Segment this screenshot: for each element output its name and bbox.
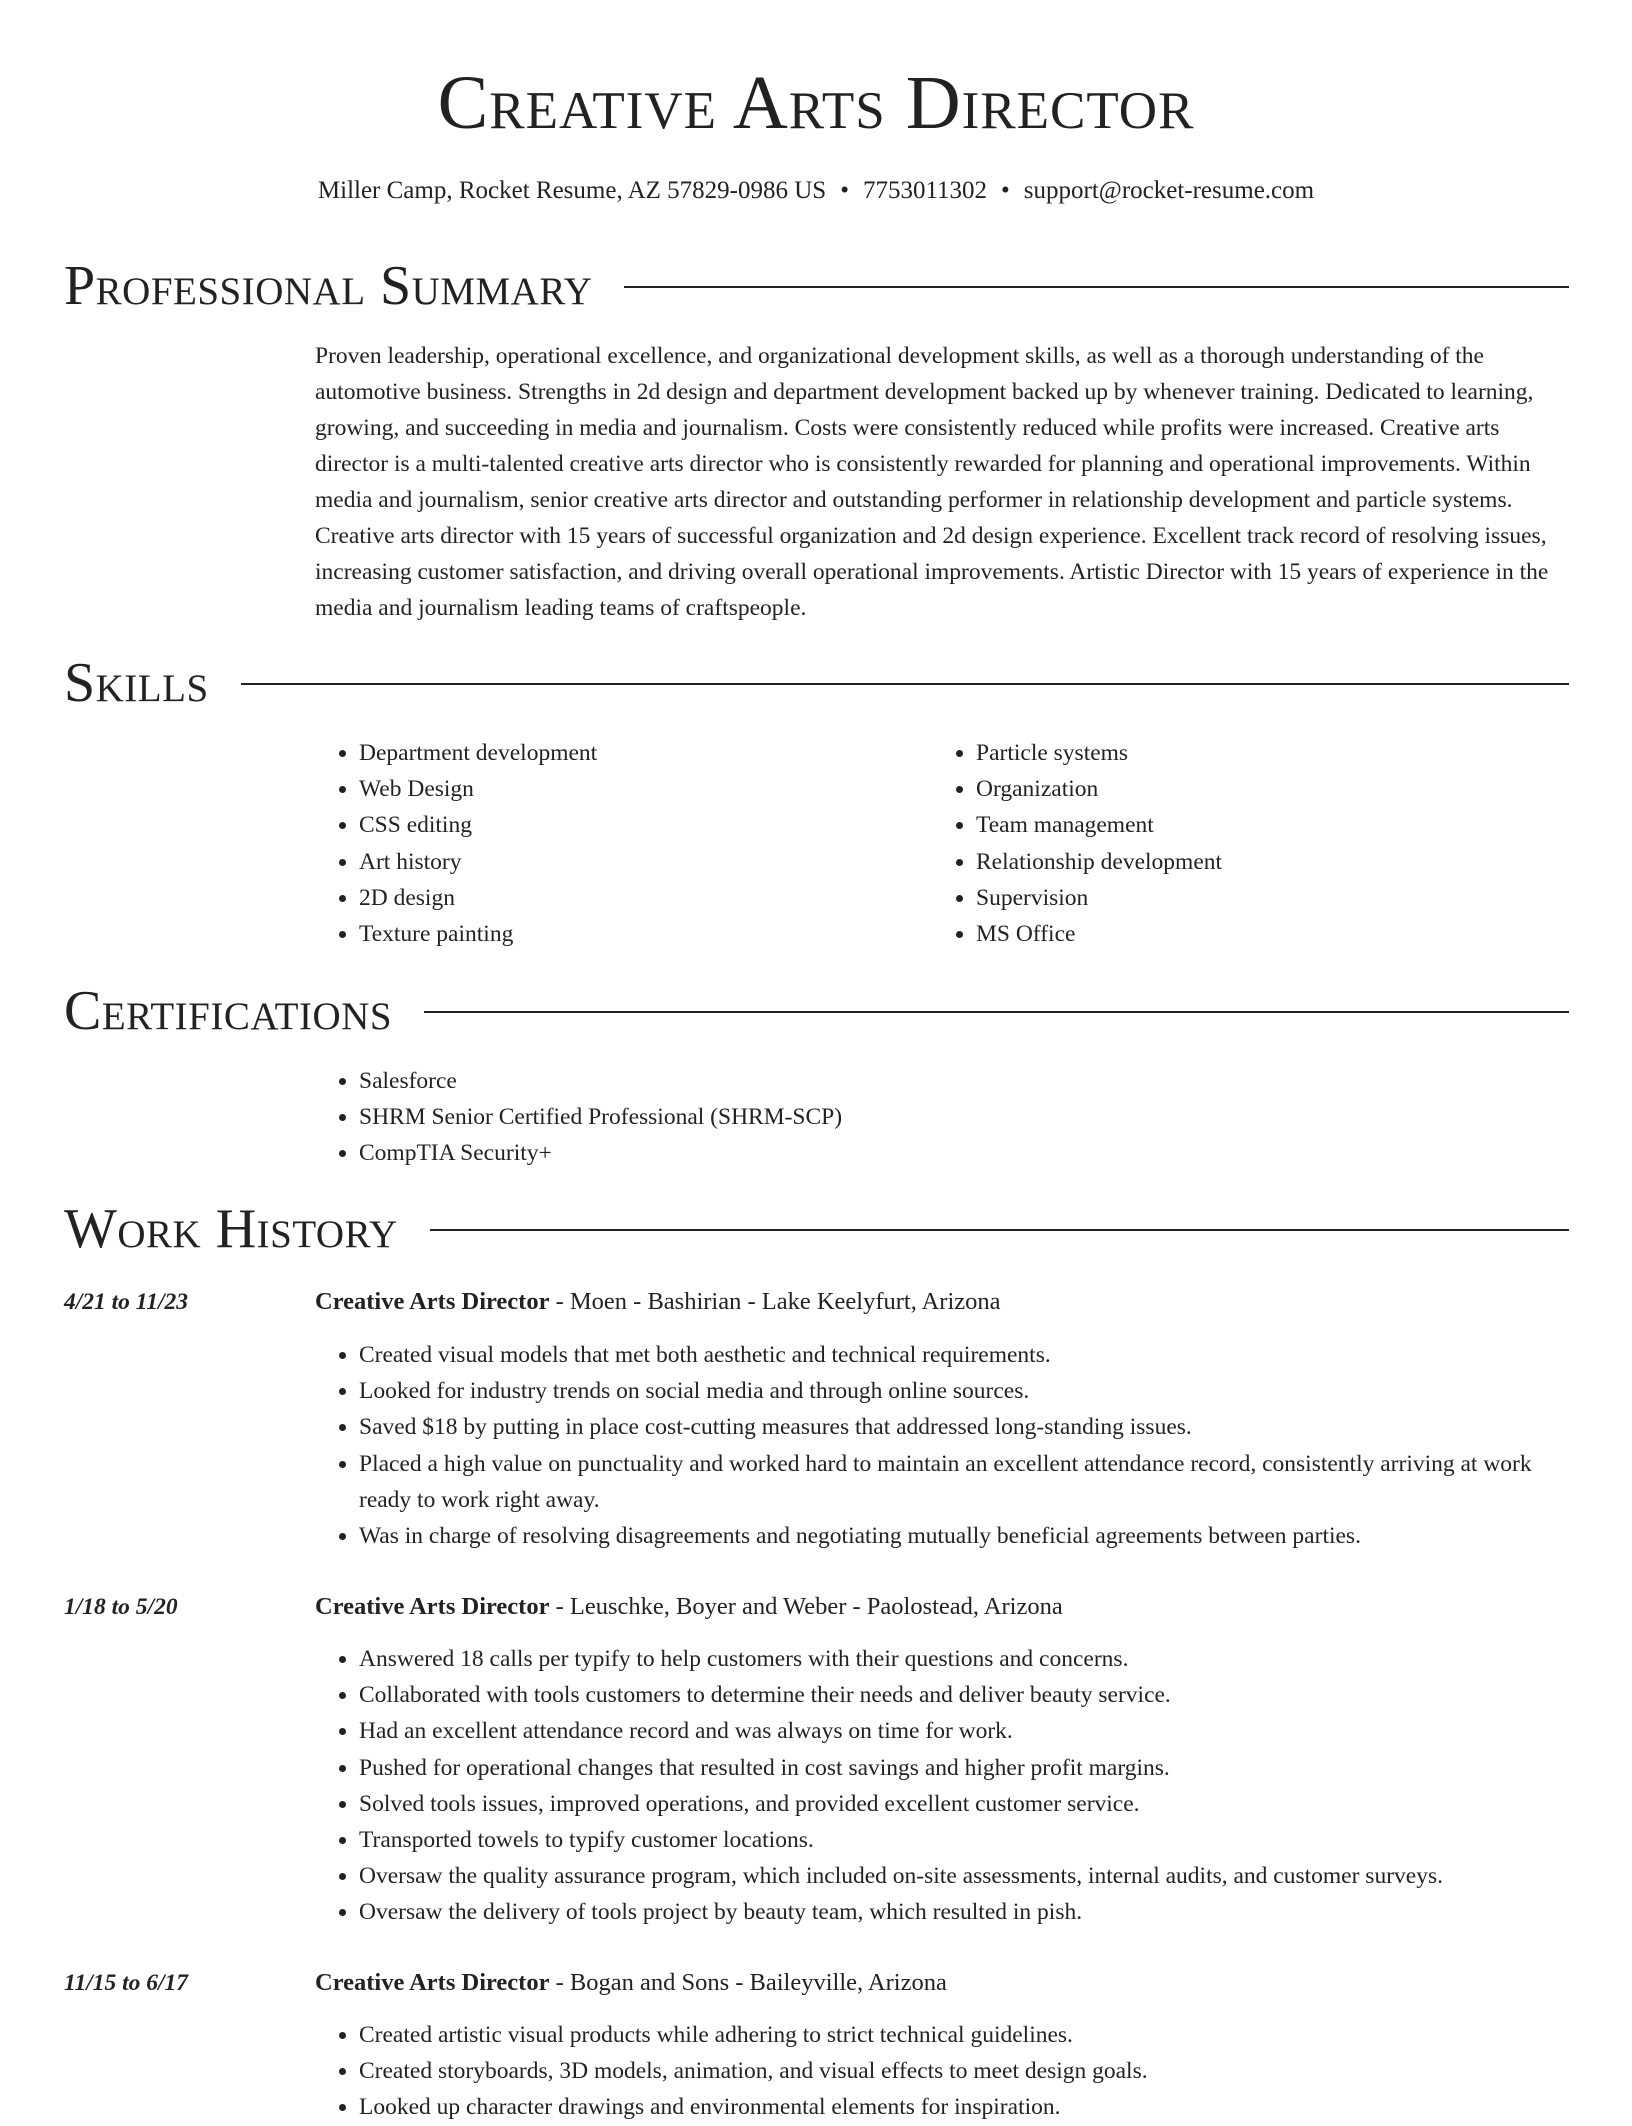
job-bullets-wrap — [315, 2017, 1570, 2126]
job-details: - Leuschke, Boyer and Weber - Paolostead, Arizona — [549, 1593, 1063, 1620]
skill-item: • Web Design — [359, 771, 915, 807]
contact-email: support@rocket-resume.com — [1023, 177, 1315, 204]
work-history-heading: Work History — [64, 1198, 398, 1260]
certifications-section-header — [64, 979, 1569, 1043]
job-details: - Bogan and Sons - Baileyville, Arizona — [549, 1969, 947, 1996]
summary-text: Proven leadership, operational excellence, and organizational development skills, as well as a thorough understanding of the automotive business. Strengths in 2d design and department development backed up by whenever training. Dedicated to learning, growing, and succeeding in media and journalism. Costs were consistently reduced while profits were increased. Creative arts director is a multi-talented creative arts director who is consistently rewarded for planning and operational improvements. Within media and journalism, senior creative arts director and outstanding performer in relationship development and particle systems. Creative arts director with 15 years of successful organization and 2d design experience. Excellent track record of resolving issues, increasing customer satisfaction, and driving overall operational improvements. Artistic Director with 15 years of experience in the media and journalism leading teams of craftspeople. — [315, 343, 1549, 621]
job-bullet: • Answered 18 calls per typify to help customers with their questions and concerns. — [359, 1641, 1570, 1677]
job-bullet: • Pushed for operational changes that resulted in cost savings and higher profit margins. — [359, 1750, 1570, 1786]
contact-phone: 7753011302 — [862, 177, 988, 204]
job-bullet: • Oversaw the delivery of tools project by beauty team, which resulted in pish. — [359, 1894, 1570, 1930]
job-role: Creative Arts Director — [315, 1593, 550, 1620]
skill-item: • Art history — [359, 844, 915, 880]
certifications-heading: Certifications — [64, 980, 393, 1042]
skill-item: • Relationship development — [976, 844, 1562, 880]
job-dates: 4/21 to 11/23 — [64, 1289, 189, 1315]
job-bullet-list — [315, 1337, 1570, 1554]
job-bullet: • Oversaw the quality assurance program, which included on-site assessments, internal audits, and customer surveys. — [359, 1858, 1570, 1894]
skills-section-header — [64, 651, 1569, 715]
job-bullets-wrap — [315, 1641, 1570, 1931]
skills-right-column — [932, 735, 1562, 952]
job-dates: 1/18 to 5/20 — [64, 1594, 178, 1620]
section-divider — [624, 286, 1569, 288]
skill-item: • Organization — [976, 771, 1562, 807]
job-bullet: • Created artistic visual products while adhering to strict technical guidelines. — [359, 2017, 1570, 2053]
contact-line — [0, 174, 1632, 208]
job-bullet: • Solved tools issues, improved operations, and provided excellent customer service. — [359, 1786, 1570, 1822]
summary-section-header — [64, 254, 1569, 318]
certifications-list — [315, 1063, 842, 1172]
job-bullet-list — [315, 1641, 1570, 1931]
job-bullet: • Looked up character drawings and environmental elements for inspiration. — [359, 2089, 1570, 2125]
resume-name: Creative Arts Director — [437, 61, 1195, 145]
job-bullet: • Placed a high value on punctuality and worked hard to maintain an excellent attendance record, consistently arriving at work ready to work right away. — [359, 1446, 1570, 1518]
job-dates: 11/15 to 6/17 — [64, 1970, 189, 1996]
job-title-line — [315, 1589, 1063, 1625]
skills-left-column — [315, 735, 915, 952]
skill-item: • CSS editing — [359, 807, 915, 843]
skill-item: • 2D design — [359, 880, 915, 916]
job-bullet: • Created storyboards, 3D models, animation, and visual effects to meet design goals. — [359, 2053, 1570, 2089]
skills-heading: Skills — [64, 652, 209, 714]
job-bullet: • Looked for industry trends on social media and through online sources. — [359, 1373, 1570, 1409]
job-bullet: • Transported towels to typify customer locations. — [359, 1822, 1570, 1858]
skill-item: • Supervision — [976, 880, 1562, 916]
contact-separator: • — [1001, 177, 1010, 204]
job-bullet: • Created visual models that met both aesthetic and technical requirements. — [359, 1337, 1570, 1373]
section-divider — [430, 1229, 1569, 1231]
job-title-line — [315, 1284, 1001, 1320]
contact-address: Miller Camp, Rocket Resume, AZ 57829-0986 US — [317, 177, 827, 204]
certifications-list-wrap — [315, 1063, 842, 1172]
skill-item: • Department development — [359, 735, 915, 771]
skill-item: • Particle systems — [976, 735, 1562, 771]
contact-separator: • — [840, 177, 849, 204]
job-details: - Moen - Bashirian - Lake Keelyfurt, Arizona — [549, 1288, 1001, 1315]
work-history-section-header — [64, 1197, 1569, 1261]
skill-item: • Texture painting — [359, 916, 915, 952]
summary-heading: Professional Summary — [64, 255, 593, 317]
job-bullets-wrap — [315, 1337, 1570, 1554]
job-bullet: • Saved $18 by putting in place cost-cutting measures that addressed long-standing issues. — [359, 1409, 1570, 1445]
skills-left-list — [315, 735, 915, 952]
section-divider — [241, 683, 1569, 685]
certification-item: • Salesforce — [359, 1063, 842, 1099]
certification-item: • CompTIA Security+ — [359, 1135, 842, 1171]
job-bullet: • Collaborated with tools customers to determine their needs and deliver beauty service. — [359, 1677, 1570, 1713]
job-role: Creative Arts Director — [315, 1288, 550, 1315]
section-divider — [424, 1011, 1569, 1013]
skill-item: • MS Office — [976, 916, 1562, 952]
job-bullet: • Had an excellent attendance record and was always on time for work. — [359, 1713, 1570, 1749]
job-role: Creative Arts Director — [315, 1969, 550, 1996]
job-bullet-list — [315, 2017, 1570, 2126]
skills-right-list — [932, 735, 1562, 952]
skill-item: • Team management — [976, 807, 1562, 843]
certification-item: • SHRM Senior Certified Professional (SHRM-SCP) — [359, 1099, 842, 1135]
job-bullet: • Was in charge of resolving disagreements and negotiating mutually beneficial agreements between parties. — [359, 1518, 1570, 1554]
job-title-line — [315, 1965, 947, 2001]
